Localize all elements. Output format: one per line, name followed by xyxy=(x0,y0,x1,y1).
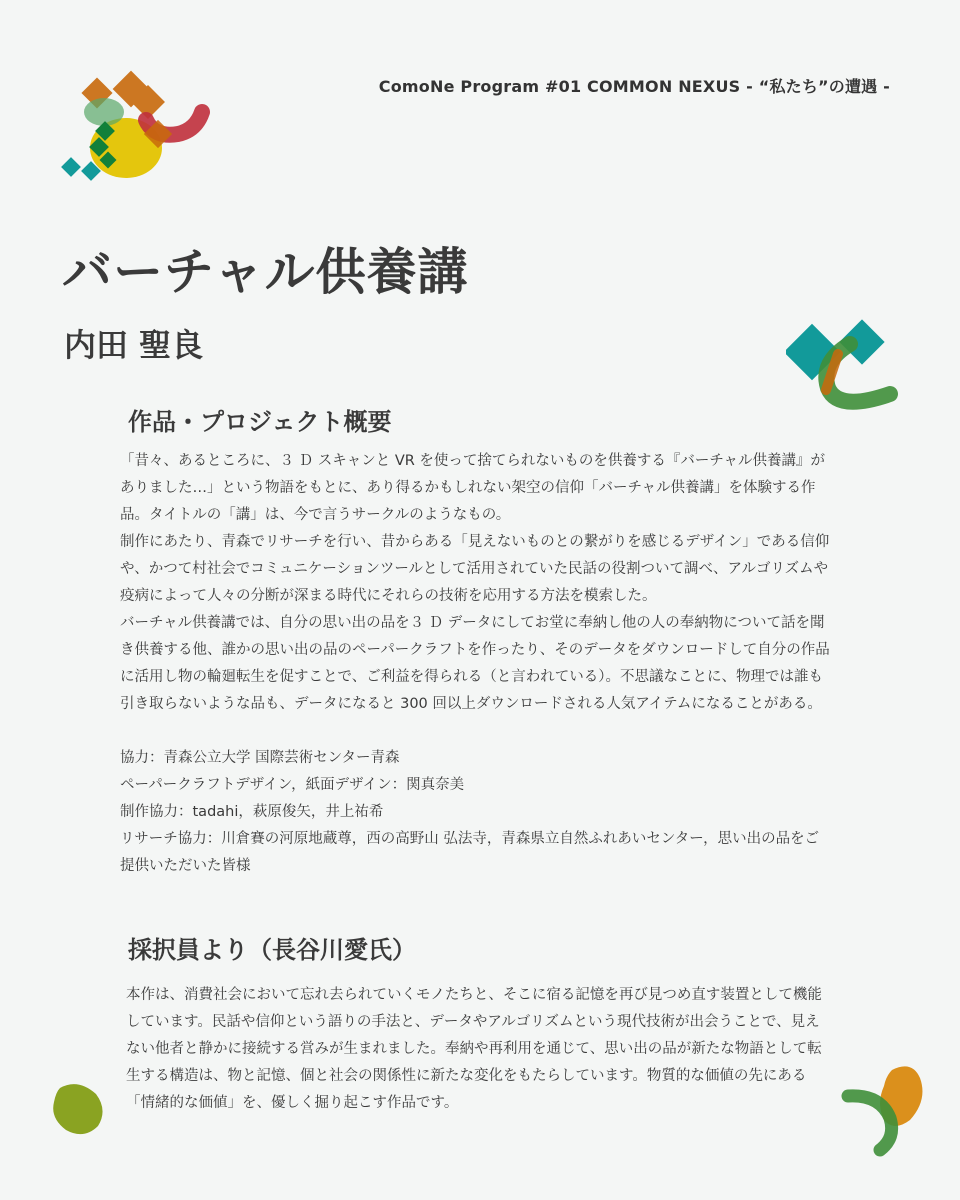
overview-paragraph: 「昔々、あるところに、３ Ｄ スキャンと VR を使って捨てられないものを供養する『バーチャル供養講』がありました…」という物語をもとに、あり得るかもしれない架空の信仰「バーチャル供養講」を体験する作品。タイトルの「講」は、今で言うサークルのようなもの。 xyxy=(120,453,825,523)
credit-line: リサーチ協力：川倉賽の河原地蔵尊，西の高野山 弘法寺，青森県立自然ふれあいセンター，思い出の品をご提供いただいた皆様 xyxy=(120,831,820,874)
overview-heading: 作品・プロジェクト概要 xyxy=(128,408,392,436)
overview-paragraph: 制作にあたり、青森でリサーチを行い、昔からある「見えないものとの繋がりを感じるデザイン」である信仰や、かつて村社会でコミュニケーションツールとして活用されていた民話の役割ついて調べ、アルゴリズムや疫病によって人々の分断が深まる時代にそれらの技術を応用する方法を模索した。 xyxy=(120,534,830,604)
overview-body xyxy=(120,448,832,880)
selector-comment-text: 本作は、消費社会において忘れ去られていくモノたちと、そこに宿る記憶を再び見つめ直す装置として機能しています。民話や信仰という語りの手法と、データやアルゴリズムという現代技術が出会うことで、見えない他者と静かに接続する営みが生まれました。奉納や再利用を通じて、思い出の品が新たな物語として転生する構造は、物と記憶、個と社会の関係性に新たな変化をもたらしています。物質的な価値の先にある「情緒的な価値」を、優しく掘り起こす作品です。 xyxy=(126,987,822,1111)
decorative-shape-right xyxy=(786,318,904,418)
selector-comment-body xyxy=(126,982,832,1117)
selector-comment-heading: 採択員より（長谷川愛氏） xyxy=(128,936,416,964)
program-header: ComoNe Program #01 COMMON NEXUS - “私たち”の遭遇 - xyxy=(378,77,890,96)
paragraph-spacer xyxy=(120,718,832,745)
author-name: 内田 聖良 xyxy=(64,326,204,364)
credit-line: ペーパークラフトデザイン，紙面デザイン：関真奈美 xyxy=(120,777,465,793)
page-title: バーチャル供養講 xyxy=(62,243,469,301)
program-logo xyxy=(58,68,214,184)
decorative-blob-left xyxy=(50,1080,108,1138)
overview-paragraph: バーチャル供養講では、自分の思い出の品を３ Ｄ データにしてお堂に奉納し他の人の奉納物について話を聞き供養する他、誰かの思い出の品のペーパークラフトを作ったり、そのデータをダウンロードして自分の作品に活用し物の輪廻転生を促すことで、ご利益を得られる（と言われている）。不思議なことに、物理では誰も引き取らないような品も、データになると 300 回以上ダウンロードされる人気アイテムになることがある。 xyxy=(120,615,830,712)
credit-line: 協力：青森公立大学 国際芸術センター青森 xyxy=(120,750,400,766)
decorative-shape-bottom-right xyxy=(840,1060,930,1160)
credit-line: 制作協力：tadahi，萩原俊矢，井上祐希 xyxy=(120,804,384,820)
